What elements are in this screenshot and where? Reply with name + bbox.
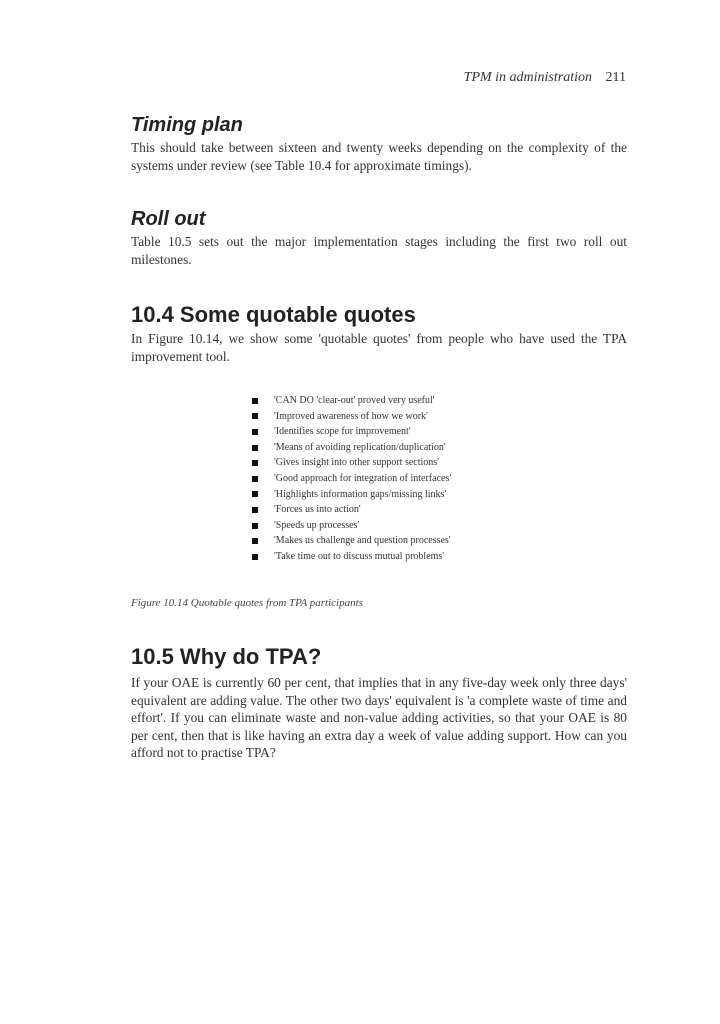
section-10-5-paragraph: If your OAE is currently 60 per cent, that implies that in any five-day week only three days' equivalent are adding value. The other two days' equivalent is 'a complete waste of time and effort'. If you can eliminate waste and non-value adding activities, so that your OAE is 80 per cent, then that is like having an extra day a week of value adding support. How can you afford not to practise TPA? [131,675,627,760]
square-bullet-icon [252,507,258,513]
square-bullet-icon [252,476,258,482]
quote-text: 'Makes us challenge and question processes' [274,535,451,547]
square-bullet-icon [252,460,258,466]
timing-plan-heading: Timing plan [131,114,243,136]
quote-text: 'Speeds up processes' [274,519,360,531]
timing-plan-section [131,113,627,174]
section-10-4-heading: 10.4 Some quotable quotes [131,302,416,327]
quote-text: 'CAN DO 'clear-out' proved very useful' [274,395,435,406]
list-item [252,455,552,471]
list-item [252,393,552,409]
list-item [252,533,552,549]
list-item [252,549,552,565]
roll-out-heading: Roll out [131,208,206,230]
running-title: TPM in administration [463,70,593,85]
square-bullet-icon [252,538,258,544]
square-bullet-icon [252,523,258,529]
list-item [252,487,552,503]
running-head [464,70,626,86]
list-item [252,424,552,440]
quote-text: 'Good approach for integration of interfaces' [274,472,452,484]
square-bullet-icon [252,398,258,404]
quotes-list [252,393,552,565]
list-item [252,518,552,534]
page-number: 211 [605,70,626,85]
quote-text: 'Highlights information gaps/missing links' [274,488,447,500]
quote-text: 'Gives insight into other support sections' [274,457,439,469]
section-10-5 [131,643,627,762]
quote-text: 'Take time out to discuss mutual problems' [274,550,445,562]
quote-text: 'Improved awareness of how we work' [274,410,428,422]
list-item [252,409,552,425]
list-item [252,502,552,518]
roll-out-paragraph: Table 10.5 sets out the major implementation stages including the first two roll out milestones. [131,234,627,267]
section-10-4-paragraph: In Figure 10.14, we show some 'quotable quotes' from people who have used the TPA improvement tool. [131,331,627,364]
section-10-4 [131,301,627,365]
square-bullet-icon [252,554,258,560]
list-item [252,440,552,456]
figure-caption: Figure 10.14 Quotable quotes from TPA participants [131,597,363,609]
square-bullet-icon [252,445,258,451]
section-10-5-heading: 10.5 Why do TPA? [131,644,322,669]
square-bullet-icon [252,491,258,497]
square-bullet-icon [252,429,258,435]
timing-plan-paragraph: This should take between sixteen and twenty weeks depending on the complexity of the systems under review (see Table 10.4 for approximate timings). [131,140,627,173]
square-bullet-icon [252,413,258,419]
quote-text: 'Identifies scope for improvement' [274,426,411,438]
list-item [252,471,552,487]
quote-text: 'Forces us into action' [274,504,361,516]
quote-text: 'Means of avoiding replication/duplication' [274,441,446,453]
roll-out-section [131,207,627,268]
